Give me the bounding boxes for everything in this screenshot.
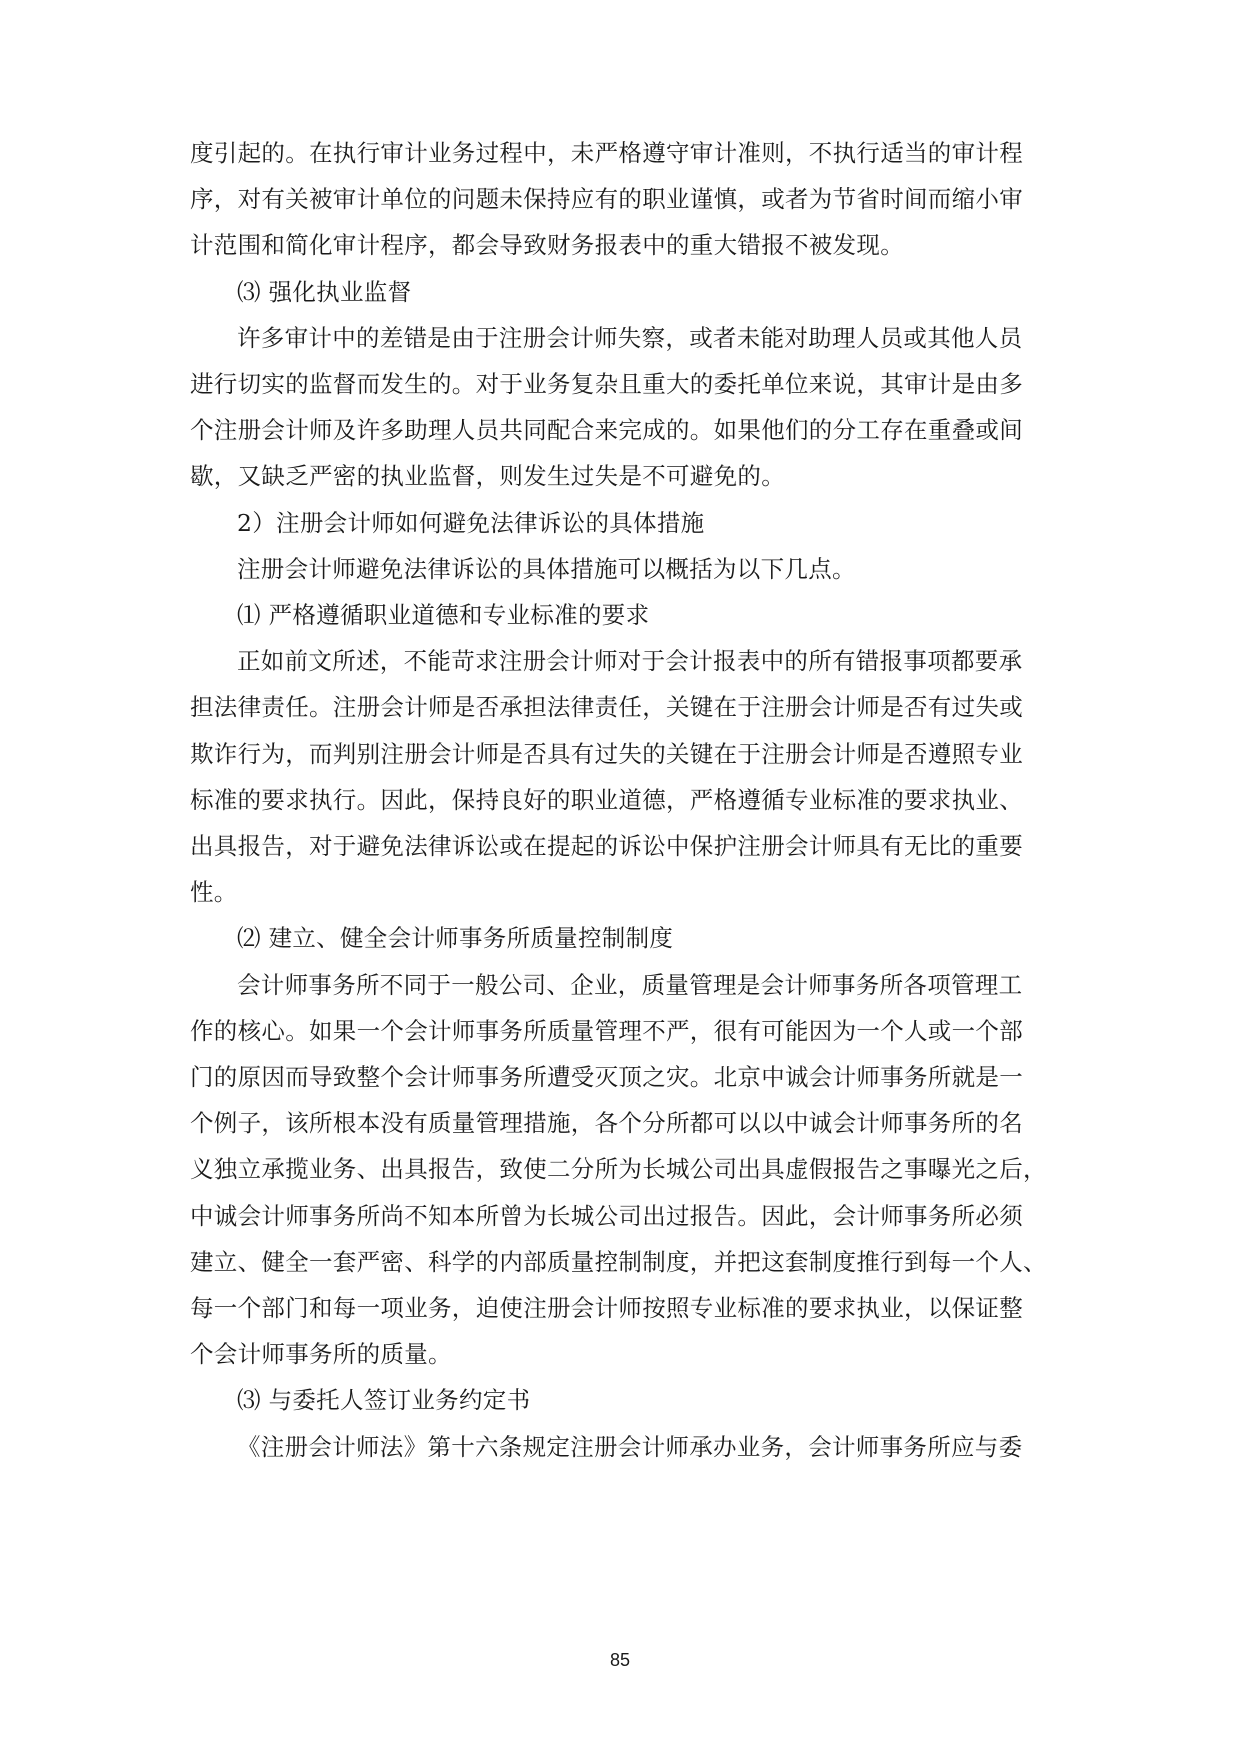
paragraph-line: 计范围和简化审计程序，都会导致财务报表中的重大错报不被发现。 bbox=[190, 231, 904, 260]
paragraph-line: 歇，又缺乏严密的执业监督，则发生过失是不可避免的。 bbox=[190, 462, 785, 491]
section-heading: 2）注册会计师如何避免法律诉讼的具体措施 bbox=[237, 508, 705, 537]
paragraph-line: 每一个部门和每一项业务，迫使注册会计师按照专业标准的要求执业，以保证整 bbox=[190, 1294, 1023, 1322]
paragraph-line: 性。 bbox=[190, 878, 238, 907]
paragraph-line: 个会计师事务所的质量。 bbox=[190, 1340, 452, 1369]
paragraph-line: 度引起的。在执行审计业务过程中，未严格遵守审计准则，不执行适当的审计程 bbox=[190, 139, 1023, 167]
paragraph-line: 出具报告，对于避免法律诉讼或在提起的诉讼中保护注册会计师具有无比的重要 bbox=[190, 832, 1023, 860]
paragraph-line: 序，对有关被审计单位的问题未保持应有的职业谨慎，或者为节省时间而缩小审 bbox=[190, 185, 1023, 214]
paragraph-line: 担法律责任。注册会计师是否承担法律责任，关键在于注册会计师是否有过失或 bbox=[190, 693, 1023, 722]
paragraph-line: 许多审计中的差错是由于注册会计师失察，或者未能对助理人员或其他人员 bbox=[237, 323, 1023, 352]
paragraph-line: 《注册会计师法》第十六条规定注册会计师承办业务，会计师事务所应与委 bbox=[237, 1432, 1023, 1461]
paragraph-line: 个注册会计师及许多助理人员共同配合来完成的。如果他们的分工存在重叠或间 bbox=[190, 416, 1023, 445]
paragraph-line: 会计师事务所不同于一般公司、企业，质量管理是会计师事务所各项管理工 bbox=[237, 970, 1023, 999]
page-number: 85 bbox=[609, 1650, 631, 1670]
paragraph-line: 正如前文所述，不能苛求注册会计师对于会计报表中的所有错报事项都要承 bbox=[237, 647, 1023, 676]
paragraph-line: 建立、健全一套严密、科学的内部质量控制制度，并把这套制度推行到每一个人、 bbox=[190, 1247, 1047, 1276]
paragraph-line: 进行切实的监督而发生的。对于业务复杂且重大的委托单位来说，其审计是由多 bbox=[190, 370, 1023, 398]
section-heading: ⑶ 强化执业监督 bbox=[237, 277, 412, 306]
paragraph-line: 作的核心。如果一个会计师事务所质量管理不严，很有可能因为一个人或一个部 bbox=[190, 1016, 1023, 1045]
paragraph-line: 个例子，该所根本没有质量管理措施，各个分所都可以以中诚会计师事务所的名 bbox=[190, 1109, 1023, 1138]
paragraph-line: 注册会计师避免法律诉讼的具体措施可以概括为以下几点。 bbox=[237, 554, 856, 583]
section-heading: ⑴ 严格遵循职业道德和专业标准的要求 bbox=[237, 601, 650, 629]
paragraph-line: 义独立承揽业务、出具报告，致使二分所为长城公司出具虚假报告之事曝光之后， bbox=[190, 1155, 1047, 1184]
section-heading: ⑶ 与委托人签订业务约定书 bbox=[237, 1386, 531, 1415]
paragraph-line: 标准的要求执行。因此，保持良好的职业道德，严格遵循专业标准的要求执业、 bbox=[190, 785, 1023, 814]
paragraph-line: 欺诈行为，而判别注册会计师是否具有过失的关键在于注册会计师是否遵照专业 bbox=[190, 739, 1023, 768]
paragraph-line: 中诚会计师事务所尚不知本所曾为长城公司出过报告。因此，会计师事务所必须 bbox=[190, 1201, 1023, 1230]
paragraph-line: 门的原因而导致整个会计师事务所遭受灭顶之灾。北京中诚会计师事务所就是一 bbox=[190, 1063, 1023, 1091]
section-heading: ⑵ 建立、健全会计师事务所质量控制制度 bbox=[237, 924, 674, 953]
